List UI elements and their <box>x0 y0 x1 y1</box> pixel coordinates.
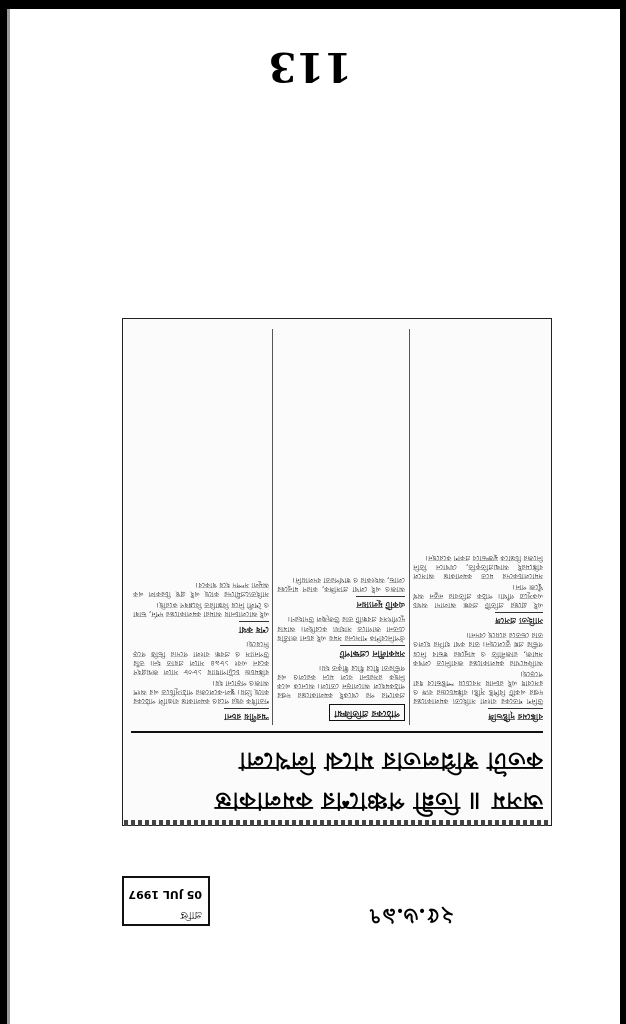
column-subhead: সমকালীন প্রেক্ষাপট <box>340 645 405 659</box>
column-subhead: স্মরণীয় রচনা <box>224 708 269 722</box>
article-column-2 <box>277 325 405 725</box>
handwritten-date: ২৫.৬.৯৭ <box>367 903 455 929</box>
received-stamp <box>122 876 210 926</box>
stamp-date: 05 JUL 1997 <box>128 888 202 901</box>
paragraph: এই গ্রন্থের প্রতিটি প্রবন্ধ আলাদা অথচ একসূত্রে গাঁথা। পাঠক প্রতিবার নতুন অর্থ খুঁজে পান। <box>413 583 543 611</box>
column-subhead: একটি মূল্যায়ন <box>357 596 406 610</box>
paragraph: সাহিত্যপ্রেমীদের কাছে এই গ্রন্থ চিরকাল এক অমূল্য সম্পদ হয়ে থাকবে। <box>133 581 269 600</box>
column-subhead: শেষ কথা <box>239 621 269 635</box>
column-divider <box>272 329 273 725</box>
paragraph: প্রকাশের পর থেকেই কমলাকান্তের দপ্তর পাঠকমহলে আলোড়ন তোলে। অনেকে একে নিছক রসরচনা বলে মনে করলেও এর গভীরতা ধীরে ধীরে স্বীকৃত হয়। <box>277 663 405 700</box>
column-subhead: বঙ্কিমের দৃষ্টিভঙ্গি <box>488 708 543 722</box>
headline-line-2: কতটা স্বপ্নিলতার মাঝে লিখলো <box>238 747 543 776</box>
scan-border-top <box>0 0 626 9</box>
paragraph: এই আলোচনায় আমরা কমলাকান্তের দর্শন, ভাষা ও শৈলী নিয়ে বিস্তারিত বিশ্লেষণ করেছি। <box>133 601 269 620</box>
headline <box>131 731 543 821</box>
paragraph: উনিশ শতকের বাংলা সাহিত্যে কমলাকান্তের দপ্তর একটি বিশিষ্ট সৃষ্টি। বঙ্কিমচন্দ্রের ব্যঙ্গ ও রসবোধ এই রচনায় সবচেয়ে স্পষ্টভাবে ধরা পড়েছে। <box>413 669 543 706</box>
paragraph: আফিমখোর কমলাকান্তের জবানিতে লেখক সমাজ, রাজনীতি ও মানুষের স্বভাব নিয়ে গভীর প্রশ্ন তুলেছেন। তার কথা হাসির হলেও তার ভেতরে রয়েছে বেদনা। <box>413 631 543 668</box>
scan-border-left <box>0 9 7 1024</box>
scan-shadow-left <box>7 9 10 1024</box>
column-divider <box>409 329 410 725</box>
clipping-torn-edge <box>124 820 550 826</box>
paragraph: শতাধিক বছর পরেও কমলাকান্ত বাঙালি পাঠকের কাছে প্রিয়। স্কুল-কলেজের পাঠ্যসূচিতে এর অংশ আজও পড়ানো হয়। <box>133 678 269 706</box>
newspaper-clipping <box>122 318 552 826</box>
handwritten-page-number: 113 <box>268 43 352 90</box>
boxed-subhead: পাঠকের প্রতিক্রিয়া <box>329 704 405 721</box>
headline-line-1: অসম ॥ তিন্নী পঞ্চাশের কমলাকান্ত <box>214 787 543 816</box>
paragraph: বঙ্কিমচন্দ্র চট্টোপাধ্যায় ১৮৩৮ সালে জন্মগ্রহণ করেন এবং ১৮৯৪ সালে প্রয়াত হন। তাঁর উপন্যাস ও প্রবন্ধ বাংলা গদ্যের ভিত্তি গড়ে দিয়েছে। <box>133 640 269 677</box>
article-column-1 <box>413 325 543 725</box>
stamp-label: প্রাপ্তি <box>180 909 202 920</box>
article-column-3 <box>133 325 269 725</box>
scan-border-right <box>620 9 626 1024</box>
paragraph: সমালোচকদের মতে কমলাকান্ত আসলে বঙ্কিমেরই আত্মপ্রতিকৃতি, যেখানে তিনি নিজের চিন্তাকে মুক্তভাবে প্রকাশ করেছেন। <box>413 553 543 581</box>
paragraph: ঔপনিবেশিক শাসনের সময় এই রচনা জাতীয় চেতনা জাগাতে সাহায্য করেছিল। আমার দুর্গোৎসব প্রবন্ধটি তার উজ্জ্বল উদাহরণ। <box>277 615 405 643</box>
paragraph: আজও এই লেখা প্রাসঙ্গিক, কারণ মানুষের লোভ, অহংকার ও স্বার্থপরতা বদলায়নি। <box>277 576 405 595</box>
column-subhead: সাহিত্য প্রসঙ্গে <box>495 612 543 626</box>
